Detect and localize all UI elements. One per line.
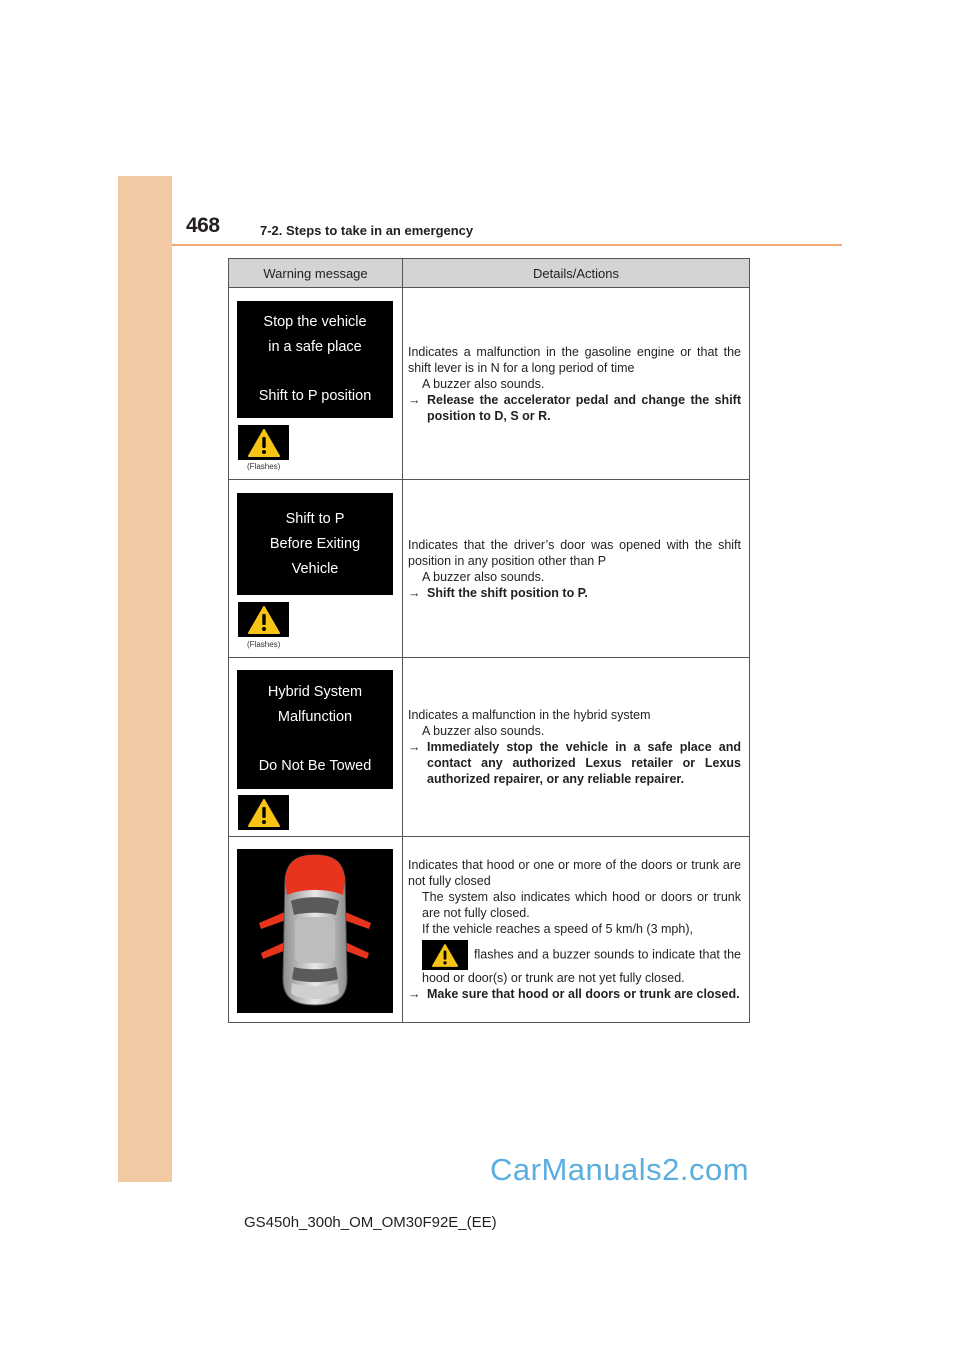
arrow-icon: → xyxy=(408,585,421,600)
master-warning-light xyxy=(238,425,289,460)
lcd-line: Stop the vehicle xyxy=(263,314,367,330)
lcd-line: Hybrid System xyxy=(267,684,363,700)
master-warning-light-inline xyxy=(422,940,468,970)
lcd-line: Shift to P position xyxy=(258,388,372,404)
lcd-line: Malfunction xyxy=(277,709,353,725)
detail-text: Indicates a malfunction in the gasoline engine or that the shift lever is in N for a long period of time xyxy=(408,344,741,375)
action-text: Shift the shift position to P. xyxy=(427,585,588,600)
detail-text: flashes and a buzzer sounds to indicate that the hood or door(s) or trunk are not yet fully closed. xyxy=(422,947,741,985)
action-item xyxy=(408,986,741,1002)
detail-text: A buzzer also sounds. xyxy=(422,569,545,584)
watermark: CarManuals2.com xyxy=(490,1152,750,1187)
warning-messages-table xyxy=(228,258,750,1023)
detail-text: Indicates a malfunction in the hybrid system xyxy=(408,708,651,722)
table-row xyxy=(229,658,750,837)
detail-text: Indicates that hood or one or more of the doors or trunk are not fully closed xyxy=(408,858,741,888)
details-cell xyxy=(403,658,750,837)
header-rule xyxy=(172,244,842,246)
detail-text: If the vehicle reaches a speed of 5 km/h (3 mph), xyxy=(422,922,693,936)
detail-text: A buzzer also sounds. xyxy=(422,724,545,738)
chapter-sidebar-tab xyxy=(118,176,172,1182)
lcd-message-stop-vehicle xyxy=(237,301,393,418)
lcd-message-shift-to-p xyxy=(237,493,393,595)
warning-message-cell xyxy=(229,480,403,658)
action-item xyxy=(408,739,741,787)
detail-text: A buzzer also sounds. xyxy=(422,376,545,391)
warning-triangle-icon xyxy=(248,429,280,457)
warning-message-cell xyxy=(229,288,403,480)
details-cell xyxy=(403,288,750,480)
warning-triangle-icon xyxy=(248,606,280,634)
action-item xyxy=(408,392,741,424)
arrow-icon: → xyxy=(408,740,421,754)
lcd-message-hybrid-malfunction xyxy=(237,670,393,789)
master-warning-light xyxy=(238,795,289,830)
table-row xyxy=(229,837,750,1023)
warning-triangle-icon xyxy=(248,799,280,827)
open-door-display xyxy=(237,849,393,1013)
warning-triangle-icon xyxy=(432,944,458,967)
warning-message-cell xyxy=(229,837,403,1023)
car-open-doors-icon xyxy=(237,849,393,1013)
table-row xyxy=(229,288,750,480)
page-number: 468 xyxy=(186,214,220,237)
lcd-line: Before Exiting xyxy=(269,535,361,552)
action-text: Immediately stop the vehicle in a safe place and contact any authorized Lexus retailer or Lexus authorized repairer, or any reliable repairer. xyxy=(427,740,741,786)
action-item xyxy=(408,585,741,601)
lcd-line: Do Not Be Towed xyxy=(258,758,372,774)
warning-message-cell xyxy=(229,658,403,837)
detail-text-with-icon xyxy=(408,940,741,986)
details-cell xyxy=(403,480,750,658)
master-warning-light xyxy=(238,602,289,637)
table-row xyxy=(229,480,750,658)
action-text: Release the accelerator pedal and change the shift position to D, S or R. xyxy=(427,392,741,423)
detail-text: The system also indicates which hood or doors or trunk are not fully closed. xyxy=(422,890,741,920)
section-title: 7-2. Steps to take in an emergency xyxy=(260,223,474,238)
details-cell xyxy=(403,837,750,1023)
arrow-icon: → xyxy=(408,987,421,1001)
flashes-note: (Flashes) xyxy=(247,462,281,471)
lcd-line: in a safe place xyxy=(268,339,362,355)
lcd-line: Shift to P xyxy=(285,510,345,527)
table-header-row xyxy=(229,259,750,288)
column-header-warning: Warning message xyxy=(229,259,403,288)
document-code-footer: GS450h_300h_OM_OM30F92E_(EE) xyxy=(244,1214,497,1231)
flashes-note: (Flashes) xyxy=(247,640,281,649)
lcd-line: Vehicle xyxy=(291,560,339,577)
detail-text: Indicates that the driver’s door was opened with the shift position in any position other than P xyxy=(408,537,741,568)
column-header-details: Details/Actions xyxy=(403,259,750,288)
action-text: Make sure that hood or all doors or trunk are closed. xyxy=(427,987,740,1001)
arrow-icon: → xyxy=(408,392,421,407)
